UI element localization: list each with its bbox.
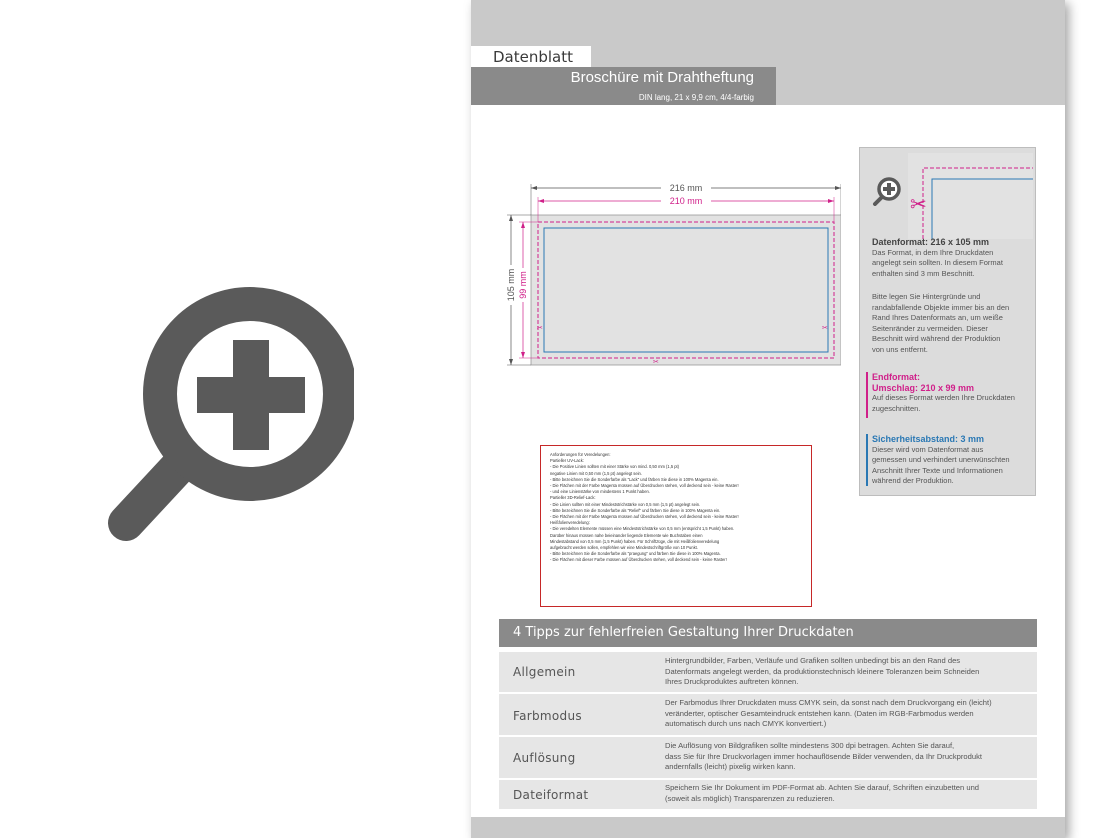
legend-line: gemessen und verhindert unerwünschten: [872, 455, 1010, 464]
inner-height-label: 99 mm: [518, 271, 528, 299]
trim-marker: [866, 372, 868, 418]
tip-line: automatisch durch uns nach CMYK konvertiert.): [665, 719, 827, 728]
tips-title: 4 Tipps zur fehlerfreien Gestaltung Ihrer Druckdaten: [499, 619, 1037, 647]
legend-line: angelegt sein sollten. In diesem Format: [872, 258, 1003, 267]
finishing-line: Mindestabstand von 0,5 mm (1,5 Punkt) haben. Für Schriftzüge, die mit Heißfolienveredelung: [550, 538, 720, 544]
legend-line: enthalten sind 3 mm Beschnitt.: [872, 268, 975, 278]
finishing-line: - Die Positive Linien sollten mit einer Stärke von mind. 0,50 mm (1,5 pt): [550, 464, 680, 470]
final-format-section: [872, 372, 1032, 414]
tip-line: Speichern Sie Ihr Dokument im PDF-Format ab. Achten Sie darauf, Schriften einzubetten und: [665, 783, 980, 792]
document-title: Broschüre mit Drahtheftung: [570, 69, 754, 86]
legend-line: zugeschnitten.: [872, 403, 921, 413]
tip-row-aufloesung: [499, 737, 1037, 778]
tip-text: [665, 783, 1031, 804]
tip-line: Der Farbmodus Ihrer Druckdaten muss CMYK sein, da sonst nach dem Druckvorgang ein (leicht): [665, 698, 992, 707]
scissors-icon: ✂: [822, 324, 828, 332]
tip-label: Dateiformat: [513, 788, 589, 802]
document-label: Datenblatt: [471, 46, 591, 68]
tip-row-farbmodus: [499, 694, 1037, 735]
legend-line: randabfallende Objekte immer bis an den: [872, 302, 1010, 312]
zoom-in-icon[interactable]: [104, 270, 354, 545]
legend-line: von uns entfernt.: [872, 344, 928, 354]
finishing-line: - Die Flächen mit der Farbe Magenta müssen auf Überdrucken stehen, voll deckend sein - keine Raster!: [550, 483, 739, 489]
document-title-box: [471, 67, 776, 105]
document-subtitle: DIN lang, 21 x 9,9 cm, 4/4-farbig: [638, 93, 754, 102]
finishing-line: - Die Flächen mit dieser Farbe müssen auf Überdrucken stehen, voll deckend sein - keine Raster!: [550, 557, 727, 563]
legend-line: Dieser wird vom Datenformat aus: [872, 444, 984, 454]
scissors-icon: ✂: [537, 324, 543, 332]
tip-line: Die Auflösung von Bildgrafiken sollte mindestens 300 dpi betragen. Achten Sie darauf,: [665, 741, 955, 750]
data-format-section: [872, 237, 1032, 279]
inner-width-label: 210 mm: [669, 196, 703, 206]
finishing-line: Heißfolienveredelung:: [550, 520, 590, 526]
finishing-requirements-box: [540, 445, 812, 607]
tip-line: Datenformats angelegt werden, da produktionstechnisch kleinere Toleranzen beim Schneiden: [665, 666, 980, 676]
tip-row-allgemein: [499, 652, 1037, 692]
finishing-line: - Die Linien sollten mit einer Mindeststrichstärke von 0,5 mm (1,5 pt) angelegt sein.: [550, 501, 701, 507]
format-diagram: [501, 180, 841, 370]
safety-marker: [866, 434, 868, 486]
outer-height-label: 105 mm: [506, 268, 516, 302]
tip-label: Allgemein: [513, 665, 576, 679]
legend-thumbnail: [908, 153, 1033, 239]
tip-text: [665, 741, 1031, 773]
legend-line: Anschnitt Ihrer Texte und Informationen: [872, 465, 1003, 475]
legend-line: Rand Ihres Datenformats an, um weiße: [872, 313, 1003, 322]
safety-section: [872, 434, 1032, 487]
outer-width-label: 216 mm: [669, 183, 703, 193]
finishing-line: - Bitte bezeichnen Sie die Sonderfarbe als "Lack" und färben Sie diese in 100% Magenta ein.: [550, 476, 719, 482]
legend-line: Beschnitt wird während der Produktion: [872, 334, 1001, 343]
legend-line: Bitte legen Sie Hintergründe und: [872, 292, 981, 301]
finishing-line: Partieller 3D-Relief-Lack:: [550, 495, 596, 501]
safety-line: [544, 228, 828, 352]
legend-line: Das Format, in dem Ihre Druckdaten: [872, 247, 994, 257]
legend-panel: [859, 147, 1036, 496]
zoom-in-icon[interactable]: [872, 176, 902, 206]
tip-line: (soweit als möglich) Transparenzen zu reduzieren.: [665, 793, 835, 803]
finishing-line: negative Linien mit 0,50 mm (1,5 pt) angelegt sein.: [550, 470, 642, 476]
legend-line: Seitenränder zu vermeiden. Dieser: [872, 323, 988, 333]
legend-line: während der Produktion.: [872, 476, 954, 485]
finishing-line: - Die veredelten Elemente müssen eine Mindeststrichstärke von 0,5 mm (entspricht 1,5 Punkt) haben.: [550, 526, 735, 532]
tip-line: Ihres Druckproduktes auftreten können.: [665, 677, 799, 686]
finishing-line: - Bitte bezeichnen Sie die Sonderfarbe als "praegung" und färben Sie diese in 100% Magenta.: [550, 551, 721, 557]
finishing-line: - und eine Linienstärke von mindestens 1 Punkt haben.: [550, 489, 650, 495]
finishing-line: - Die Flächen mit der Farbe Magenta müssen auf Überdrucken stehen, voll deckend sein - keine Raster!: [550, 514, 739, 520]
finishing-line: Partieller UV-Lack:: [550, 458, 584, 464]
legend-line: Auf dieses Format werden Ihre Druckdaten: [872, 393, 1015, 402]
tip-line: andernfalls (leicht) pixelig wirken kann.: [665, 762, 796, 771]
scissors-icon: ✂: [653, 358, 659, 366]
sheet-header: [471, 0, 1065, 105]
tip-text: [665, 656, 1031, 688]
sheet-footer: [471, 817, 1065, 838]
data-format-title: Datenformat: 216 x 105 mm: [872, 237, 990, 247]
tip-line: dass Sie für Ihre Druckvorlagen immer hochauflösende Bilder verwenden, da Ihr Druckprodukt: [665, 751, 982, 761]
tip-line: Hintergrundbilder, Farben, Verläufe und Grafiken sollten unbedingt bis an den Rand des: [665, 656, 961, 665]
safety-title: Sicherheitsabstand: 3 mm: [872, 434, 985, 444]
finishing-line: - Bitte bezeichnen Sie die Sonderfarbe als "Relief" und färben Sie diese in 100% Magenta ein.: [550, 507, 721, 513]
tip-row-dateiformat: [499, 780, 1037, 809]
finishing-line: aufgebracht werden sollen, empfehlen wir eine Mindestschriftgröße von 10 Punkt.: [550, 545, 698, 551]
bleed-section: [872, 292, 1032, 355]
scissors-icon: ✂: [910, 192, 927, 216]
datasheet-page: [471, 0, 1065, 838]
final-format-title: Endformat:: [872, 372, 920, 382]
finishing-line: Anforderungen für Veredelungen:: [550, 452, 611, 457]
tip-label: Auflösung: [513, 751, 576, 765]
final-format-cover: Umschlag: 210 x 99 mm: [872, 382, 975, 393]
finishing-line: Darüber hinaus müssen nahe beieinander liegende Elemente wie Buchstaben einen: [550, 532, 703, 538]
tip-text: [665, 698, 1031, 730]
tip-label: Farbmodus: [513, 709, 582, 723]
tip-line: veränderter, optischer Gesamteindruck entstehen kann. (Daten im RGB-Farbmodus werden: [665, 708, 974, 718]
